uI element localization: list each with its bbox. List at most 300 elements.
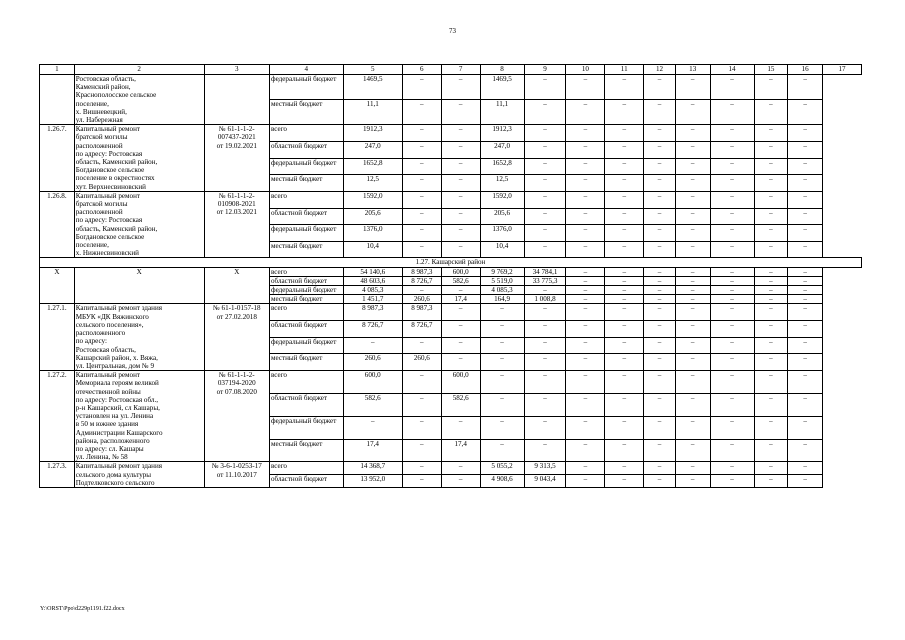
amount-cell: – xyxy=(605,225,644,242)
funding-source: федеральный бюджет xyxy=(270,416,344,439)
amount-cell: – xyxy=(441,141,480,158)
funding-source: всего xyxy=(270,371,344,394)
amount-cell: – xyxy=(402,100,441,125)
funding-source: всего xyxy=(270,267,344,276)
amount-cell: – xyxy=(524,337,566,354)
column-number: 2 xyxy=(74,65,204,75)
amount-cell: – xyxy=(644,141,676,158)
amount-cell: – xyxy=(605,241,644,258)
amount-cell: – xyxy=(441,208,480,225)
amount-cell: – xyxy=(788,371,823,394)
funding-source: местный бюджет xyxy=(270,295,344,304)
amount-cell: – xyxy=(644,100,676,125)
amount-cell: – xyxy=(788,304,823,321)
table-row xyxy=(40,304,862,321)
amount-cell: 1469,5 xyxy=(480,75,524,100)
amount-cell: – xyxy=(524,75,566,100)
amount-cell: 12,5 xyxy=(343,175,402,192)
expertise-document: Х xyxy=(204,267,269,304)
amount-cell: 247,0 xyxy=(343,141,402,158)
column-number: 5 xyxy=(343,65,402,75)
amount-cell: – xyxy=(788,141,823,158)
funding-source: местный бюджет xyxy=(270,354,344,371)
object-name: Капитальный ремонт братской могилы расположенной по адресу: Ростовская область, Каменский район, Богдановское сельское поселение в окрестностях хут. Верхнесвиновский xyxy=(74,125,204,192)
amount-cell: 247,0 xyxy=(480,141,524,158)
amount-cell: – xyxy=(710,241,754,258)
amount-cell: – xyxy=(710,141,754,158)
amount-cell: – xyxy=(441,462,480,475)
column-number: 15 xyxy=(754,65,788,75)
header-row xyxy=(40,65,862,75)
amount-cell: – xyxy=(675,462,710,475)
amount-cell: – xyxy=(644,286,676,295)
amount-cell: – xyxy=(710,191,754,208)
amount-cell: – xyxy=(644,321,676,338)
amount-cell: – xyxy=(644,295,676,304)
amount-cell: – xyxy=(644,304,676,321)
section-row xyxy=(40,258,862,267)
amount-cell: – xyxy=(524,100,566,125)
column-number: 17 xyxy=(823,65,862,75)
amount-cell: 10,4 xyxy=(480,241,524,258)
amount-cell: – xyxy=(754,371,788,394)
amount-cell: – xyxy=(754,439,788,462)
column-number: 14 xyxy=(710,65,754,75)
object-name: Х xyxy=(74,267,204,304)
amount-cell: – xyxy=(710,416,754,439)
amount-cell: – xyxy=(480,321,524,338)
amount-cell: – xyxy=(441,175,480,192)
amount-cell: 582,6 xyxy=(441,393,480,416)
amount-cell: – xyxy=(480,416,524,439)
amount-cell: – xyxy=(710,125,754,142)
amount-cell: – xyxy=(675,267,710,276)
amount-cell: – xyxy=(605,354,644,371)
amount-cell: – xyxy=(605,337,644,354)
amount-cell: – xyxy=(566,191,605,208)
amount-cell: – xyxy=(710,267,754,276)
amount-cell: – xyxy=(788,475,823,488)
amount-cell: 4 908,6 xyxy=(480,475,524,488)
amount-cell: – xyxy=(605,267,644,276)
amount-cell: – xyxy=(754,125,788,142)
amount-cell: – xyxy=(605,75,644,100)
amount-cell: – xyxy=(788,337,823,354)
amount-cell: – xyxy=(710,321,754,338)
amount-cell: – xyxy=(788,321,823,338)
amount-cell: – xyxy=(480,304,524,321)
funding-source: областной бюджет xyxy=(270,321,344,338)
amount-cell: – xyxy=(675,393,710,416)
amount-cell: – xyxy=(675,225,710,242)
amount-cell: – xyxy=(402,225,441,242)
amount-cell: – xyxy=(644,158,676,175)
amount-cell: – xyxy=(788,75,823,100)
amount-cell: – xyxy=(788,276,823,285)
amount-cell: – xyxy=(788,462,823,475)
funding-source: местный бюджет xyxy=(270,439,344,462)
amount-cell: – xyxy=(675,337,710,354)
amount-cell: 48 603,6 xyxy=(343,276,402,285)
amount-cell: – xyxy=(402,208,441,225)
amount-cell: – xyxy=(605,191,644,208)
amount-cell: – xyxy=(480,354,524,371)
amount-cell: – xyxy=(524,208,566,225)
amount-cell: – xyxy=(566,286,605,295)
amount-cell: 10,4 xyxy=(343,241,402,258)
amount-cell: – xyxy=(675,354,710,371)
amount-cell: – xyxy=(605,208,644,225)
amount-cell: 4 085,3 xyxy=(343,286,402,295)
expertise-document xyxy=(204,75,269,125)
amount-cell: – xyxy=(524,225,566,242)
amount-cell: – xyxy=(710,393,754,416)
amount-cell: – xyxy=(566,462,605,475)
table-row xyxy=(40,371,862,394)
amount-cell: 5 519,0 xyxy=(480,276,524,285)
amount-cell: 33 775,3 xyxy=(524,276,566,285)
amount-cell: 9 043,4 xyxy=(524,475,566,488)
amount-cell: – xyxy=(566,141,605,158)
amount-cell: – xyxy=(441,354,480,371)
amount-cell: – xyxy=(605,393,644,416)
amount-cell: 260,6 xyxy=(343,354,402,371)
amount-cell: – xyxy=(605,125,644,142)
amount-cell: 1469,5 xyxy=(343,75,402,100)
amount-cell: 8 726,7 xyxy=(402,276,441,285)
amount-cell: 1592,0 xyxy=(480,191,524,208)
amount-cell: – xyxy=(788,416,823,439)
expertise-document: № 61-1-1-2- 010908-2021 от 12.03.2021 xyxy=(204,191,269,258)
amount-cell: 8 726,7 xyxy=(402,321,441,338)
amount-cell: – xyxy=(441,100,480,125)
amount-cell: – xyxy=(524,321,566,338)
amount-cell: – xyxy=(754,393,788,416)
amount-cell: – xyxy=(788,208,823,225)
amount-cell: – xyxy=(524,304,566,321)
amount-cell: – xyxy=(524,175,566,192)
table-row xyxy=(40,125,862,142)
amount-cell: – xyxy=(788,175,823,192)
amount-cell: – xyxy=(605,304,644,321)
amount-cell: – xyxy=(675,158,710,175)
amount-cell: – xyxy=(710,304,754,321)
row-number: Х xyxy=(40,267,75,304)
amount-cell: – xyxy=(402,125,441,142)
amount-cell: 34 784,1 xyxy=(524,267,566,276)
amount-cell: – xyxy=(710,337,754,354)
amount-cell: – xyxy=(710,475,754,488)
amount-cell: – xyxy=(480,393,524,416)
amount-cell: – xyxy=(605,100,644,125)
row-number: 1.26.8. xyxy=(40,191,75,258)
table-row xyxy=(40,267,862,276)
amount-cell: – xyxy=(402,371,441,394)
amount-cell: – xyxy=(566,241,605,258)
amount-cell: – xyxy=(644,354,676,371)
amount-cell: – xyxy=(788,439,823,462)
amount-cell: – xyxy=(441,337,480,354)
funding-source: федеральный бюджет xyxy=(270,337,344,354)
amount-cell: 54 140,6 xyxy=(343,267,402,276)
amount-cell: – xyxy=(754,354,788,371)
amount-cell: – xyxy=(710,295,754,304)
column-number: 1 xyxy=(40,65,75,75)
amount-cell: – xyxy=(788,191,823,208)
amount-cell: – xyxy=(605,276,644,285)
amount-cell: – xyxy=(605,371,644,394)
amount-cell: – xyxy=(675,475,710,488)
row-number: 1.26.7. xyxy=(40,125,75,192)
amount-cell: – xyxy=(605,175,644,192)
amount-cell: – xyxy=(524,191,566,208)
amount-cell: – xyxy=(788,286,823,295)
amount-cell: – xyxy=(675,75,710,100)
amount-cell: – xyxy=(402,158,441,175)
amount-cell: – xyxy=(402,462,441,475)
amount-cell: – xyxy=(788,393,823,416)
table-row xyxy=(40,75,862,100)
expertise-document: № 3-6-1-0253-17 от 11.10.2017 xyxy=(204,462,269,488)
amount-cell: – xyxy=(754,475,788,488)
amount-cell: – xyxy=(788,295,823,304)
amount-cell: – xyxy=(343,337,402,354)
amount-cell: – xyxy=(441,158,480,175)
funding-source: федеральный бюджет xyxy=(270,75,344,100)
amount-cell: – xyxy=(754,175,788,192)
amount-cell: – xyxy=(644,267,676,276)
amount-cell: 5 055,2 xyxy=(480,462,524,475)
section-title: 1.27. Кашарский район xyxy=(40,258,862,267)
object-name: Капитальный ремонт здания сельского дома культуры Подтелковского сельского xyxy=(74,462,204,488)
amount-cell: – xyxy=(644,75,676,100)
expertise-document: № 61-1-1-2- 007437-2021 от 19.02.2021 xyxy=(204,125,269,192)
amount-cell: – xyxy=(675,175,710,192)
amount-cell: 260,6 xyxy=(402,295,441,304)
amount-cell: 600,0 xyxy=(343,371,402,394)
amount-cell: – xyxy=(675,416,710,439)
expertise-document: № 61-1-1-2- 037194-2020 от 07.08.2020 xyxy=(204,371,269,462)
funding-source: областной бюджет xyxy=(270,208,344,225)
amount-cell: – xyxy=(441,321,480,338)
amount-cell: 1912,3 xyxy=(480,125,524,142)
amount-cell: – xyxy=(566,439,605,462)
amount-cell: – xyxy=(441,416,480,439)
amount-cell: 8 726,7 xyxy=(343,321,402,338)
amount-cell: – xyxy=(754,141,788,158)
amount-cell: 582,6 xyxy=(343,393,402,416)
amount-cell: – xyxy=(675,125,710,142)
amount-cell: – xyxy=(675,304,710,321)
amount-cell: – xyxy=(754,321,788,338)
amount-cell: – xyxy=(644,393,676,416)
amount-cell: – xyxy=(675,295,710,304)
amount-cell: – xyxy=(566,276,605,285)
amount-cell: – xyxy=(524,393,566,416)
amount-cell: – xyxy=(754,225,788,242)
column-number: 9 xyxy=(524,65,566,75)
amount-cell: – xyxy=(402,75,441,100)
amount-cell: – xyxy=(566,304,605,321)
amount-cell: 11,1 xyxy=(343,100,402,125)
amount-cell: – xyxy=(402,475,441,488)
amount-cell: – xyxy=(402,286,441,295)
amount-cell: – xyxy=(566,354,605,371)
amount-cell: – xyxy=(441,125,480,142)
amount-cell: – xyxy=(605,286,644,295)
amount-cell: 1376,0 xyxy=(343,225,402,242)
amount-cell: – xyxy=(675,191,710,208)
amount-cell: – xyxy=(788,241,823,258)
amount-cell: – xyxy=(788,267,823,276)
amount-cell: – xyxy=(402,191,441,208)
funding-source: местный бюджет xyxy=(270,175,344,192)
column-number: 8 xyxy=(480,65,524,75)
amount-cell: 9 313,5 xyxy=(524,462,566,475)
amount-cell: – xyxy=(675,141,710,158)
column-number: 3 xyxy=(204,65,269,75)
amount-cell: 1376,0 xyxy=(480,225,524,242)
amount-cell: – xyxy=(566,371,605,394)
amount-cell: – xyxy=(524,371,566,394)
amount-cell: – xyxy=(566,267,605,276)
expertise-document: № 61-1-0157-18 от 27.02.2018 xyxy=(204,304,269,371)
amount-cell: – xyxy=(605,321,644,338)
column-number: 11 xyxy=(605,65,644,75)
amount-cell: – xyxy=(675,241,710,258)
amount-cell: – xyxy=(524,416,566,439)
column-number: 7 xyxy=(441,65,480,75)
amount-cell: – xyxy=(710,75,754,100)
amount-cell: – xyxy=(675,276,710,285)
amount-cell: – xyxy=(788,225,823,242)
amount-cell: – xyxy=(710,100,754,125)
funding-source: областной бюджет xyxy=(270,475,344,488)
funding-source: федеральный бюджет xyxy=(270,225,344,242)
amount-cell: 260,6 xyxy=(402,354,441,371)
amount-cell: 600,0 xyxy=(441,267,480,276)
amount-cell: – xyxy=(524,241,566,258)
amount-cell: 1652,8 xyxy=(480,158,524,175)
amount-cell: 1912,3 xyxy=(343,125,402,142)
funding-source: местный бюджет xyxy=(270,241,344,258)
amount-cell: – xyxy=(644,276,676,285)
amount-cell: – xyxy=(566,100,605,125)
amount-cell: – xyxy=(710,286,754,295)
table-row xyxy=(40,191,862,208)
amount-cell: – xyxy=(524,354,566,371)
amount-cell: 17,4 xyxy=(441,295,480,304)
amount-cell: – xyxy=(441,286,480,295)
column-number: 13 xyxy=(675,65,710,75)
amount-cell: – xyxy=(675,286,710,295)
amount-cell: – xyxy=(644,462,676,475)
amount-cell: – xyxy=(754,295,788,304)
amount-cell: – xyxy=(441,225,480,242)
amount-cell: 8 987,3 xyxy=(402,267,441,276)
amount-cell: – xyxy=(754,241,788,258)
amount-cell: – xyxy=(605,475,644,488)
amount-cell: – xyxy=(605,141,644,158)
amount-cell: – xyxy=(675,208,710,225)
file-path-footer: Y:\ORST\Ppo\d229p1191.f22.docx xyxy=(40,606,125,612)
amount-cell: – xyxy=(710,462,754,475)
amount-cell: – xyxy=(754,208,788,225)
column-number: 12 xyxy=(644,65,676,75)
amount-cell: – xyxy=(644,337,676,354)
amount-cell: – xyxy=(754,304,788,321)
amount-cell: – xyxy=(644,439,676,462)
funding-source: местный бюджет xyxy=(270,100,344,125)
row-number xyxy=(40,75,75,125)
amount-cell: – xyxy=(754,276,788,285)
amount-cell: – xyxy=(605,462,644,475)
amount-cell: – xyxy=(754,286,788,295)
table-row xyxy=(40,462,862,475)
amount-cell: – xyxy=(605,416,644,439)
amount-cell: – xyxy=(402,439,441,462)
object-name: Капитальный ремонт Мемориала героям великой отечественной войны по адресу: Ростовская обл., р-н Кашарский, сл Кашары, установлен на ул. Ленина в 50 м южнее здания Администрации Кашарского района, расположенного по адресу: сл. Кашары ул. Ленина, № 58 xyxy=(74,371,204,462)
amount-cell: – xyxy=(754,337,788,354)
amount-cell: – xyxy=(566,337,605,354)
amount-cell: 8 987,3 xyxy=(402,304,441,321)
amount-cell: – xyxy=(675,439,710,462)
amount-cell: – xyxy=(524,141,566,158)
amount-cell: 1 451,7 xyxy=(343,295,402,304)
amount-cell: – xyxy=(644,191,676,208)
amount-cell: – xyxy=(566,321,605,338)
page-number: 73 xyxy=(449,27,456,35)
funding-source: федеральный бюджет xyxy=(270,158,344,175)
amount-cell: – xyxy=(644,416,676,439)
amount-cell: 205,6 xyxy=(480,208,524,225)
funding-source: всего xyxy=(270,462,344,475)
object-name: Ростовская область, Каменский район, Краснополосское сельское поселение, х. Вишневецкий, ул. Набережная xyxy=(74,75,204,125)
amount-cell: 14 368,7 xyxy=(343,462,402,475)
amount-cell: – xyxy=(441,304,480,321)
funding-source: областной бюджет xyxy=(270,141,344,158)
amount-cell: – xyxy=(566,208,605,225)
amount-cell: – xyxy=(644,125,676,142)
amount-cell: 164,9 xyxy=(480,295,524,304)
funding-source: всего xyxy=(270,191,344,208)
amount-cell: – xyxy=(644,371,676,394)
amount-cell: – xyxy=(710,354,754,371)
column-number: 16 xyxy=(788,65,823,75)
column-number: 6 xyxy=(402,65,441,75)
amount-cell: – xyxy=(566,125,605,142)
amount-cell: – xyxy=(566,75,605,100)
amount-cell: 17,4 xyxy=(343,439,402,462)
amount-cell: – xyxy=(402,337,441,354)
amount-cell: – xyxy=(710,225,754,242)
amount-cell: – xyxy=(566,393,605,416)
amount-cell: – xyxy=(441,241,480,258)
amount-cell: – xyxy=(441,475,480,488)
amount-cell: – xyxy=(524,125,566,142)
funding-source: всего xyxy=(270,125,344,142)
amount-cell: – xyxy=(402,175,441,192)
amount-cell: – xyxy=(566,475,605,488)
amount-cell: – xyxy=(566,416,605,439)
amount-cell: – xyxy=(644,175,676,192)
amount-cell: – xyxy=(710,439,754,462)
amount-cell: – xyxy=(788,125,823,142)
amount-cell: – xyxy=(754,267,788,276)
amount-cell: 582,6 xyxy=(441,276,480,285)
amount-cell: – xyxy=(402,141,441,158)
amount-cell: – xyxy=(605,295,644,304)
